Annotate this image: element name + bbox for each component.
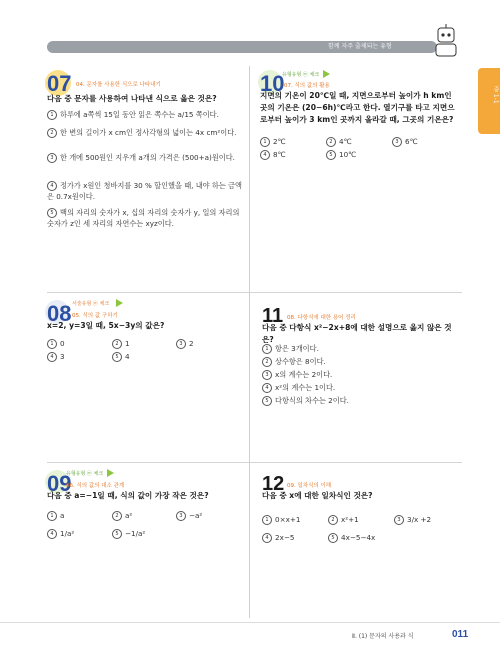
choice-text: 정가가 x원인 청바지를 30 % 할인했을 때, 내야 하는 금액은 0.7x원이다. [47, 181, 242, 201]
choice-text: −a² [189, 511, 203, 520]
choice-text: 4x−5−4x [341, 533, 376, 542]
choice-item[interactable] [47, 207, 247, 229]
choice-item[interactable] [392, 136, 418, 147]
choice-mark: 5 [112, 529, 122, 539]
choice-text: 0×x+1 [275, 515, 301, 524]
choice-item[interactable] [328, 532, 375, 543]
choice-mark: 2 [47, 128, 57, 138]
choice-mark: 1 [47, 339, 57, 349]
choice-text: 하루에 a쪽씩 15일 동안 읽은 쪽수는 a/15 쪽이다. [60, 110, 219, 119]
footer-rule [0, 622, 500, 623]
choice-mark: 2 [262, 357, 272, 367]
arrow-icon [107, 469, 114, 477]
choice-text: 8℃ [273, 150, 286, 159]
choice-mark: 5 [262, 396, 272, 406]
choice-item[interactable] [176, 510, 202, 521]
row-divider [47, 292, 249, 293]
choice-mark: 4 [47, 529, 57, 539]
choice-mark: 4 [260, 150, 270, 160]
choice-item[interactable] [47, 180, 247, 202]
problem-topic: 08. 다항식에 대한 용어 정리 [287, 315, 356, 321]
choice-text: 1/a² [60, 529, 75, 538]
column-divider [249, 66, 250, 618]
choice-text: 4℃ [339, 137, 352, 146]
choice-item[interactable] [47, 109, 247, 120]
choice-item[interactable] [262, 532, 294, 543]
problem-number: 12 [262, 473, 285, 495]
choice-mark: 2 [328, 515, 338, 525]
choice-mark: 3 [176, 511, 186, 521]
page-number: 011 [452, 629, 469, 640]
problem-number: 10 [260, 71, 285, 96]
choice-text: 2x−5 [275, 533, 295, 542]
problem-stem: x=2, y=3일 때, 5x−3y의 값은? [47, 321, 165, 330]
robot-mascot-icon [432, 24, 460, 58]
problem-tag: 유형유형 ⓦ 체크 [66, 471, 104, 477]
problem-number: 07 [47, 71, 72, 96]
choice-item[interactable] [260, 136, 286, 147]
choice-item[interactable] [47, 127, 247, 138]
choice-item[interactable] [326, 149, 356, 160]
choice-text: x의 계수는 2이다. [275, 370, 333, 379]
choice-mark: 1 [47, 511, 57, 521]
choice-item[interactable] [47, 338, 65, 349]
arrow-icon [323, 70, 330, 78]
header-banner-text: 함께 자주 출제되는 유형 [328, 43, 392, 50]
problem-number: 11 [262, 305, 284, 327]
problem-stem: 지면의 기온이 20℃일 때, 지면으로부터 높이가 h km인 곳의 기온은 (20−6h)℃라고 한다. 열기구를 타고 지면으로부터 높이가 3 km인 곳까지 올라갈 때, 그곳의 기온은? [260, 91, 455, 124]
choice-text: 다항식의 차수는 2이다. [275, 396, 349, 405]
choice-text: 2 [189, 339, 194, 348]
row-divider [47, 462, 249, 463]
choice-mark: 3 [176, 339, 186, 349]
arrow-icon [116, 299, 123, 307]
problem-stem: 다음 중 문자를 사용하여 나타낸 식으로 옳은 것은? [47, 94, 217, 103]
choice-text: 2℃ [273, 137, 286, 146]
choice-text: a [60, 511, 65, 520]
problem-topic: 07. 식의 값의 활용 [284, 83, 330, 89]
choice-text: 1 [125, 339, 130, 348]
choice-item[interactable] [394, 514, 431, 525]
problem-topic: 04. 문자를 사용한 식으로 나타내기 [76, 82, 161, 88]
side-tab-label: 중 1-1 [492, 86, 499, 104]
choice-item[interactable] [262, 356, 326, 367]
choice-item[interactable] [262, 382, 335, 393]
choice-text: 0 [60, 339, 65, 348]
choice-text: 3/x +2 [407, 515, 432, 524]
choice-text: 3 [60, 352, 65, 361]
problem-tag: 유형유형 ⓦ 체크 [282, 72, 320, 78]
choice-mark: 2 [112, 511, 122, 521]
choice-text: 4 [125, 352, 130, 361]
footer-chapter: Ⅱ. (1) 문자의 사용과 식 [352, 633, 414, 640]
choice-item[interactable] [47, 152, 247, 163]
choice-mark: 4 [262, 533, 272, 543]
problem-number: 09 [47, 471, 72, 496]
choice-text: 한 개에 500원인 지우개 a개의 가격은 (500+a)원이다. [60, 153, 235, 162]
problem-stem: 다음 중 x에 대한 일차식인 것은? [262, 491, 373, 500]
choice-mark: 2 [112, 339, 122, 349]
choice-item[interactable] [328, 514, 359, 525]
choice-item[interactable] [260, 149, 286, 160]
problem-topic: 09. 일차식의 이해 [287, 483, 332, 489]
problem-number: 08 [47, 301, 72, 326]
choice-mark: 2 [326, 137, 336, 147]
choice-item[interactable] [112, 338, 130, 349]
problem-topic: 05. 식의 값 구하기 [72, 313, 118, 319]
choice-mark: 4 [262, 383, 272, 393]
choice-mark: 4 [47, 181, 57, 191]
choice-item[interactable] [112, 351, 130, 362]
choice-item[interactable] [176, 338, 194, 349]
choice-mark: 1 [260, 137, 270, 147]
choice-text: 10℃ [339, 150, 357, 159]
choice-text: a² [125, 511, 133, 520]
choice-text: x²+1 [341, 515, 359, 524]
choice-text: 항은 3개이다. [275, 344, 319, 353]
choice-text: 한 변의 길이가 x cm인 정사각형의 넓이는 4x cm²이다. [60, 128, 237, 137]
choice-text: x²의 계수는 1이다. [275, 383, 336, 392]
chapter-side-tab[interactable] [478, 68, 500, 134]
choice-mark: 3 [262, 370, 272, 380]
choice-mark: 3 [392, 137, 402, 147]
choice-item[interactable] [47, 528, 74, 539]
row-divider [250, 462, 462, 463]
problem-topic: 06. 식의 값의 대소 관계 [66, 483, 125, 489]
problem-stem: 다음 중 다항식 x²−2x+8에 대한 설명으로 옳지 않은 것은? [262, 323, 452, 344]
choice-item[interactable] [262, 395, 349, 406]
choice-mark: 5 [47, 208, 57, 218]
problem-stem: 다음 중 a=−1일 때, 식의 값이 가장 작은 것은? [47, 491, 209, 500]
choice-mark: 5 [326, 150, 336, 160]
choice-item[interactable] [262, 369, 332, 380]
problem-tag: 서술유형 ⓦ 체크 [72, 301, 110, 307]
choice-mark: 4 [47, 352, 57, 362]
row-divider [250, 292, 462, 293]
choice-item[interactable] [112, 510, 132, 521]
choice-mark: 1 [262, 515, 272, 525]
choice-text: 백의 자리의 숫자가 x, 십의 자리의 숫자가 y, 일의 자리의 숫자가 z인 세 자리의 자연수는 xyz이다. [47, 208, 240, 228]
choice-mark: 1 [262, 344, 272, 354]
choice-item[interactable] [326, 136, 352, 147]
choice-item[interactable] [262, 343, 319, 354]
choice-item[interactable] [112, 528, 145, 539]
choice-mark: 3 [47, 153, 57, 163]
choice-mark: 5 [328, 533, 338, 543]
choice-mark: 1 [47, 110, 57, 120]
choice-text: 상수항은 8이다. [275, 357, 326, 366]
choice-item[interactable] [262, 514, 300, 525]
choice-text: −1/a² [125, 529, 146, 538]
choice-text: 6℃ [405, 137, 418, 146]
choice-item[interactable] [47, 351, 65, 362]
choice-mark: 3 [394, 515, 404, 525]
choice-mark: 5 [112, 352, 122, 362]
choice-item[interactable] [47, 510, 64, 521]
